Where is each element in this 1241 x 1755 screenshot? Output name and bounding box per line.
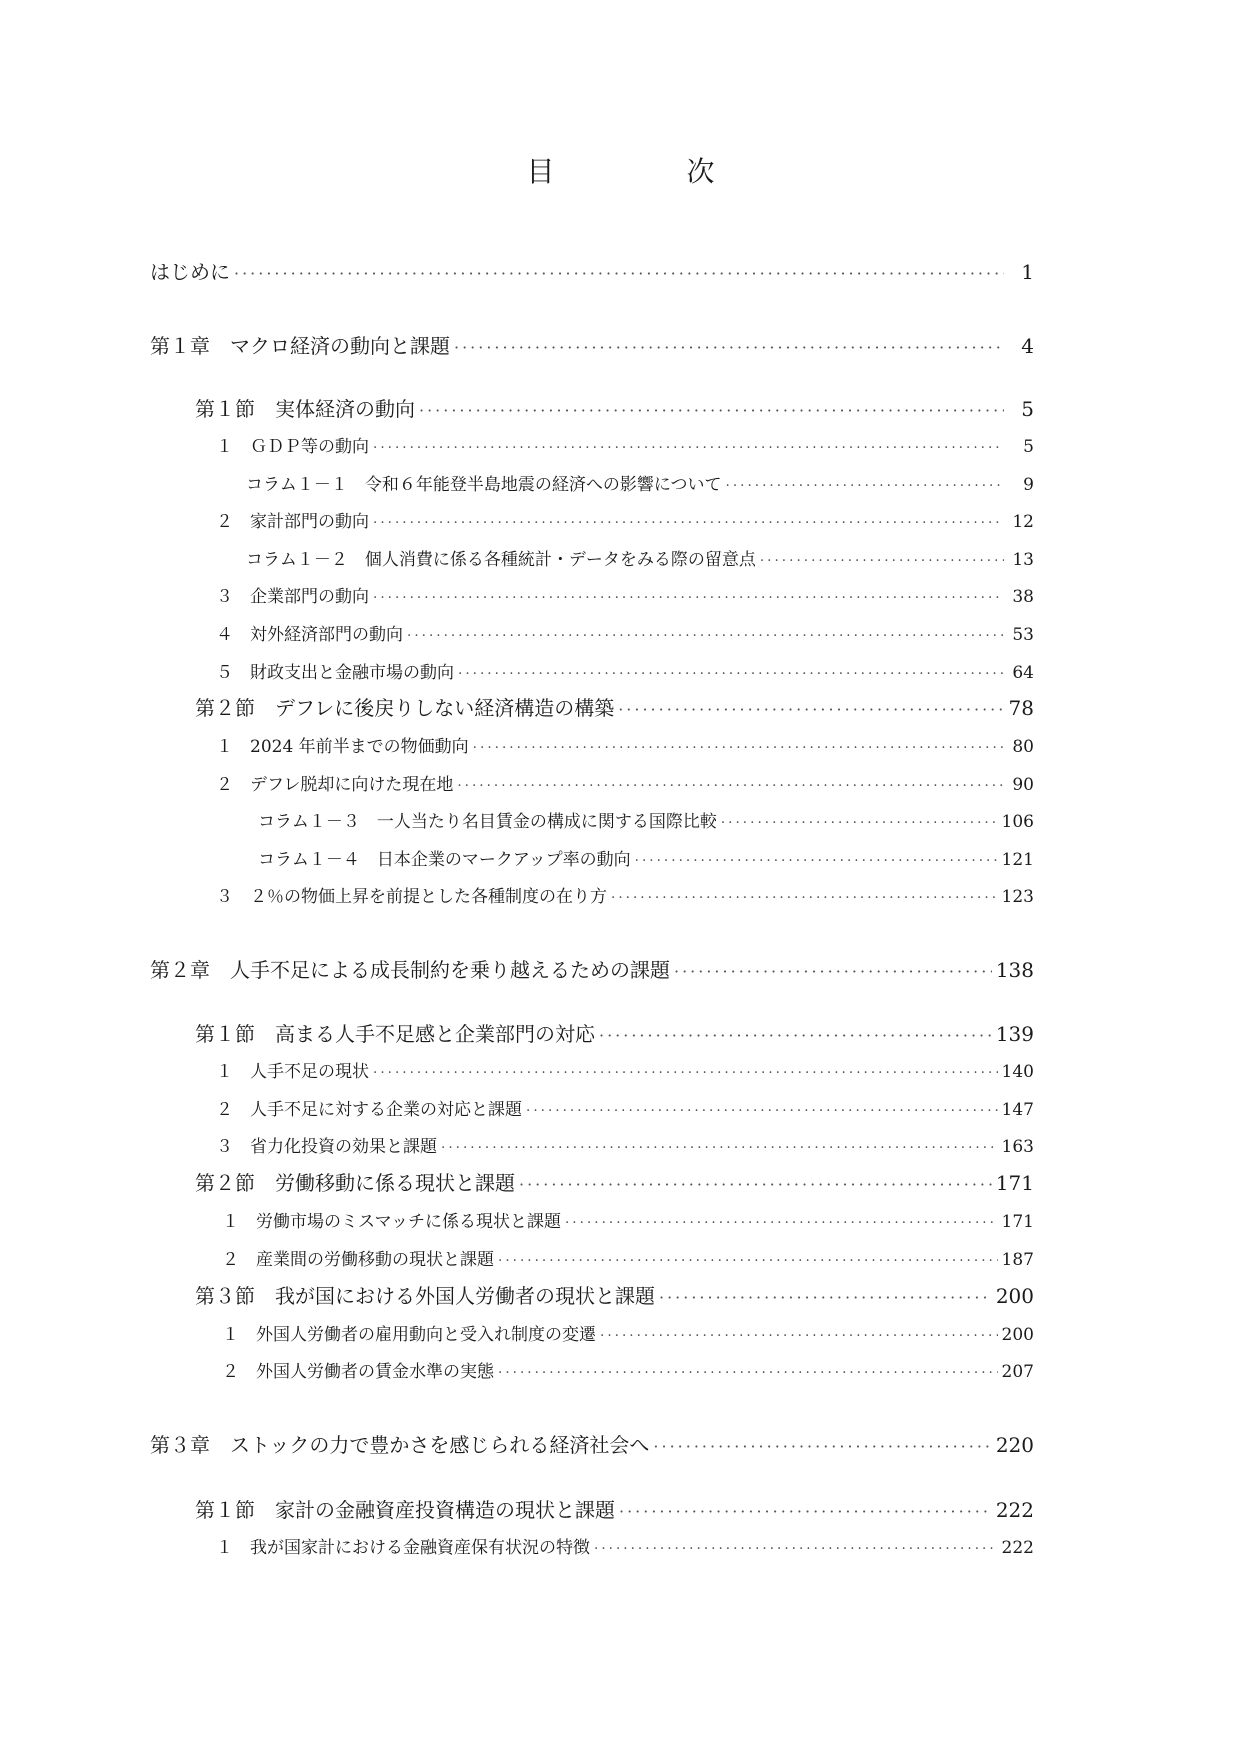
toc-entry-label: 第２節 デフレに後戻りしない経済構造の構築 <box>195 696 615 720</box>
toc-entry-item <box>216 507 1034 532</box>
toc-entry-label: ３ 企業部門の動向 <box>216 587 369 607</box>
dot-leader <box>635 853 998 869</box>
toc-page-number: 163 <box>1001 1137 1034 1157</box>
dot-leader <box>519 1175 992 1194</box>
toc-entry-item <box>222 1207 1034 1232</box>
toc-page-number: 78 <box>1008 696 1034 720</box>
dot-leader <box>594 1541 998 1557</box>
dot-leader <box>565 1215 998 1231</box>
toc-page-number: 140 <box>1001 1062 1034 1082</box>
toc-entry-section <box>195 1167 1034 1196</box>
toc-entry-label: コラム１－３ 一人当たり名目賃金の構成に関する国際比較 <box>258 812 717 832</box>
toc-entry-item <box>216 882 1034 907</box>
toc-page-number: 200 <box>1001 1325 1034 1345</box>
dot-leader <box>458 666 1004 682</box>
toc-entry-label: ２ 家計部門の動向 <box>216 512 369 532</box>
toc-entry-label: 第１節 高まる人手不足感と企業部門の対応 <box>195 1022 595 1046</box>
dot-leader <box>373 590 1004 606</box>
toc-page-number: 123 <box>1001 887 1034 907</box>
toc-page-number: 171 <box>995 1171 1034 1195</box>
toc-entry-item <box>222 1245 1034 1270</box>
toc-page-number: 13 <box>1012 550 1034 570</box>
toc-entry-item <box>216 1057 1034 1082</box>
dot-leader <box>234 264 1004 283</box>
toc-page-number: 222 <box>995 1498 1034 1522</box>
toc-page-number: 53 <box>1012 625 1034 645</box>
toc-entry-item <box>216 732 1034 757</box>
toc-entry-section <box>195 692 1034 721</box>
toc-entry-item <box>216 1132 1034 1157</box>
toc-entry-chapter-2 <box>150 954 1034 983</box>
toc-page-number: 171 <box>1001 1212 1034 1232</box>
dot-leader <box>419 401 1004 420</box>
toc-page-number: 12 <box>1012 512 1034 532</box>
dot-leader <box>407 628 1004 644</box>
toc-entry-label: 第３節 我が国における外国人労働者の現状と課題 <box>195 1284 655 1308</box>
toc-entry-label: １ 労働市場のミスマッチに係る現状と課題 <box>222 1212 561 1232</box>
dot-leader <box>498 1253 998 1269</box>
toc-entry-column <box>258 845 1034 870</box>
toc-entry-label: ５ 財政支出と金融市場の動向 <box>216 663 454 683</box>
dot-leader <box>721 815 998 831</box>
dot-leader <box>760 553 1004 569</box>
dot-leader <box>454 338 1004 357</box>
dot-leader <box>726 478 1005 494</box>
toc-entry-label: 第２章 人手不足による成長制約を乗り越えるための課題 <box>150 958 670 982</box>
toc-entry-column <box>246 545 1034 570</box>
dot-leader <box>600 1328 998 1344</box>
dot-leader <box>441 1140 998 1156</box>
toc-entry-preface <box>150 256 1034 285</box>
toc-entry-item <box>216 658 1034 683</box>
toc-page-number: 5 <box>1021 397 1034 421</box>
toc-entry-item <box>216 1533 1034 1558</box>
toc-title: 目 次 <box>526 155 767 188</box>
toc-page-number: 5 <box>1023 437 1034 457</box>
dot-leader <box>526 1103 998 1119</box>
toc-page-number: 200 <box>995 1284 1034 1308</box>
toc-entry-label: 第１章 マクロ経済の動向と課題 <box>150 334 450 358</box>
toc-entry-label: ３ 省力化投資の効果と課題 <box>216 1137 437 1157</box>
toc-entry-label: 第１節 実体経済の動向 <box>195 397 415 421</box>
toc-entry-column <box>246 470 1034 495</box>
dot-leader <box>373 440 1004 456</box>
toc-entry-item <box>216 1095 1034 1120</box>
toc-entry-label: 第２節 労働移動に係る現状と課題 <box>195 1171 515 1195</box>
toc-page-number: 138 <box>995 958 1034 982</box>
toc-entry-item <box>216 432 1034 457</box>
toc-entry-label: ２ 外国人労働者の賃金水準の実態 <box>222 1362 494 1382</box>
toc-entry-label: １ 外国人労働者の雇用動向と受入れ制度の変遷 <box>222 1325 596 1345</box>
toc-entry-label: ４ 対外経済部門の動向 <box>216 625 403 645</box>
toc-page-number: 9 <box>1023 475 1034 495</box>
toc-entry-section <box>195 1018 1034 1047</box>
toc-entry-item <box>216 620 1034 645</box>
dot-leader <box>373 1065 998 1081</box>
toc-entry-label: １ 人手不足の現状 <box>216 1062 369 1082</box>
toc-entry-item <box>216 582 1034 607</box>
toc-entry-chapter-3 <box>150 1429 1034 1458</box>
toc-entry-label: ２ 産業間の労働移動の現状と課題 <box>222 1250 494 1270</box>
dot-leader <box>473 740 1004 756</box>
toc-entry-label: ２ デフレ脱却に向けた現在地 <box>216 775 454 795</box>
toc-entry-section <box>195 1494 1034 1523</box>
toc-entry-label: １ 我が国家計における金融資産保有状況の特徴 <box>216 1538 590 1558</box>
toc-entry-label: コラム１－４ 日本企業のマークアップ率の動向 <box>258 850 631 870</box>
toc-entry-label: １ 2024 年前半までの物価動向 <box>216 737 469 757</box>
toc-entry-label: １ ＧＤＰ等の動向 <box>216 437 369 457</box>
toc-entry-label: コラム１－２ 個人消費に係る各種統計・データをみる際の留意点 <box>246 550 756 570</box>
dot-leader <box>619 1502 992 1521</box>
toc-page-number: 90 <box>1012 775 1034 795</box>
toc-page-number: 4 <box>1021 334 1034 358</box>
toc-page-number: 147 <box>1001 1100 1034 1120</box>
dot-leader <box>599 1026 992 1045</box>
dot-leader <box>674 962 992 981</box>
dot-leader <box>618 700 1004 719</box>
toc-page-number: 38 <box>1012 587 1034 607</box>
toc-page-number: 207 <box>1001 1362 1034 1382</box>
toc-page-number: 139 <box>995 1022 1034 1046</box>
toc-page-number: 80 <box>1012 737 1034 757</box>
toc-entry-item <box>216 770 1034 795</box>
dot-leader <box>498 1365 998 1381</box>
toc-entry-item <box>222 1357 1034 1382</box>
dot-leader <box>373 515 1004 531</box>
toc-entry-label: 第３章 ストックの力で豊かさを感じられる経済社会へ <box>150 1433 650 1457</box>
toc-entry-chapter-1 <box>150 330 1034 359</box>
toc-entry-label: はじめに <box>150 260 230 284</box>
toc-entry-item <box>222 1320 1034 1345</box>
toc-entry-label: コラム１－１ 令和６年能登半島地震の経済への影響について <box>246 475 722 495</box>
toc-page-number: 121 <box>1001 850 1034 870</box>
toc-page-number: 220 <box>995 1433 1034 1457</box>
toc-page-number: 64 <box>1012 663 1034 683</box>
toc-entry-label: ２ 人手不足に対する企業の対応と課題 <box>216 1100 522 1120</box>
dot-leader <box>611 890 998 906</box>
dot-leader <box>653 1437 991 1456</box>
toc-entry-column <box>258 807 1034 832</box>
toc-entry-label: 第１節 家計の金融資産投資構造の現状と課題 <box>195 1498 615 1522</box>
toc-page-number: 222 <box>1001 1538 1034 1558</box>
dot-leader <box>457 778 1004 794</box>
dot-leader <box>659 1288 992 1307</box>
toc-page-number: 106 <box>1001 812 1034 832</box>
toc-entry-label: ３ ２％の物価上昇を前提とした各種制度の在り方 <box>216 887 607 907</box>
toc-entry-section <box>195 393 1034 422</box>
toc-page-number: 1 <box>1021 260 1034 284</box>
toc-entry-section <box>195 1280 1034 1309</box>
toc-page-number: 187 <box>1001 1250 1034 1270</box>
